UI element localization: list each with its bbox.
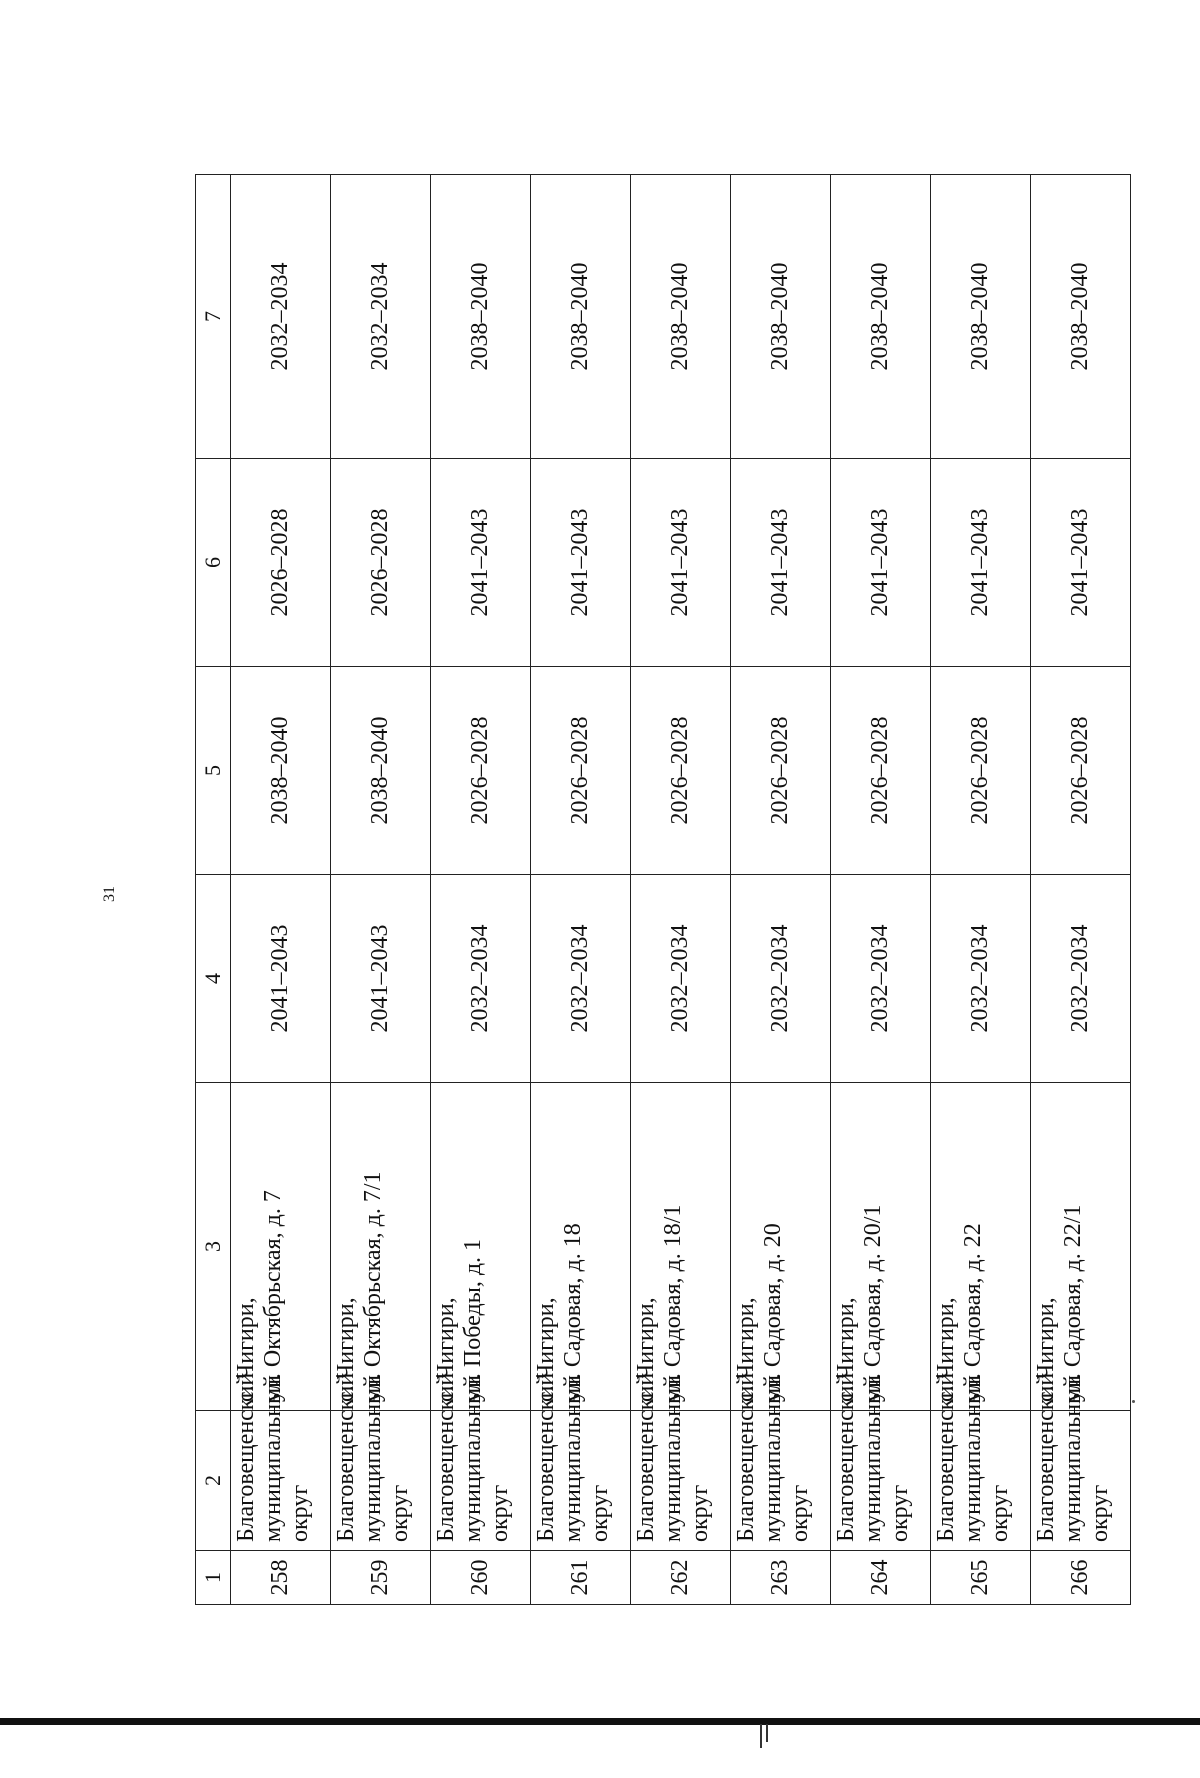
- period-cell: 2038–2040: [531, 175, 631, 459]
- table-row: [1031, 175, 1131, 1605]
- row-number-cell: 264: [831, 1551, 931, 1605]
- municipality-cell: [731, 1372, 831, 1551]
- period-cell: 2032–2034: [1031, 875, 1131, 1083]
- period-cell: 2041–2043: [331, 875, 431, 1083]
- scan-edge-bar: [0, 1718, 1200, 1725]
- column-header: 1: [196, 1551, 231, 1605]
- period-cell: 2026–2028: [731, 667, 831, 875]
- municipality-line: муниципальный: [959, 1374, 986, 1542]
- period-cell: 2032–2034: [231, 175, 331, 459]
- address-line: с. Чигири,: [333, 1297, 359, 1402]
- row-number-cell: 266: [1031, 1551, 1131, 1605]
- scan-speck: [1132, 1400, 1135, 1403]
- period-cell: 2041–2043: [1031, 459, 1131, 667]
- municipality-line: Благовещенский: [933, 1372, 959, 1542]
- scan-edge-tick: [766, 1724, 768, 1742]
- municipality-line: муниципальный: [859, 1374, 886, 1542]
- municipality-cell: [1031, 1372, 1131, 1551]
- address-cell: [531, 1083, 631, 1411]
- municipality-line: округ: [386, 1484, 413, 1542]
- municipality-line: округ: [886, 1484, 913, 1542]
- page-number: 31: [101, 886, 118, 902]
- table-row: [231, 175, 331, 1605]
- address-line: с. Чигири,: [1033, 1297, 1059, 1402]
- table-row: [331, 175, 431, 1605]
- municipality-line: Благовещенский: [1033, 1372, 1059, 1542]
- period-cell: 2032–2034: [931, 875, 1031, 1083]
- column-header: 2: [196, 1411, 231, 1551]
- table-row: [531, 175, 631, 1605]
- municipality-line: Благовещенский: [633, 1372, 659, 1542]
- period-cell: 2038–2040: [831, 175, 931, 459]
- municipality-line: муниципальный: [659, 1374, 686, 1542]
- row-number-cell: 258: [231, 1551, 331, 1605]
- column-header: 3: [196, 1083, 231, 1411]
- period-cell: 2038–2040: [931, 175, 1031, 459]
- address-cell: [631, 1083, 731, 1411]
- municipality-line: Благовещенский: [833, 1372, 859, 1542]
- address-line: с. Чигири,: [433, 1297, 459, 1402]
- row-number-cell: 263: [731, 1551, 831, 1605]
- municipality-line: округ: [586, 1484, 613, 1542]
- period-cell: 2038–2040: [431, 175, 531, 459]
- row-number-cell: 262: [631, 1551, 731, 1605]
- period-cell: 2038–2040: [231, 667, 331, 875]
- address-line: с. Чигири,: [833, 1297, 859, 1402]
- address-line: с. Чигири,: [933, 1297, 959, 1402]
- period-cell: 2038–2040: [631, 175, 731, 459]
- address-line: ул. Победы, д. 1: [459, 1238, 486, 1402]
- period-cell: 2026–2028: [431, 667, 531, 875]
- period-cell: 2038–2040: [731, 175, 831, 459]
- period-cell: 2041–2043: [431, 459, 531, 667]
- period-cell: 2032–2034: [731, 875, 831, 1083]
- table-row: [431, 175, 531, 1605]
- municipality-line: Благовещенский: [333, 1372, 359, 1542]
- address-cell: [731, 1083, 831, 1411]
- period-cell: 2026–2028: [1031, 667, 1131, 875]
- municipality-line: Благовещенский: [733, 1372, 759, 1542]
- period-cell: 2026–2028: [631, 667, 731, 875]
- schedule-table: [195, 174, 1131, 1605]
- table-row: [731, 175, 831, 1605]
- period-cell: 2041–2043: [731, 459, 831, 667]
- period-cell: 2032–2034: [831, 875, 931, 1083]
- address-line: ул. Садовая, д. 18: [559, 1223, 586, 1402]
- table-body: [231, 175, 1131, 1605]
- period-cell: 2026–2028: [831, 667, 931, 875]
- table-row: [931, 175, 1031, 1605]
- period-cell: 2026–2028: [531, 667, 631, 875]
- rotated-table-content: [195, 175, 1125, 1605]
- period-cell: 2038–2040: [1031, 175, 1131, 459]
- municipality-line: муниципальный: [759, 1374, 786, 1542]
- municipality-line: округ: [686, 1484, 713, 1542]
- municipality-cell: [931, 1372, 1031, 1551]
- municipality-cell: [431, 1372, 531, 1551]
- column-header: 4: [196, 875, 231, 1083]
- address-line: ул. Садовая, д. 20/1: [859, 1204, 886, 1402]
- municipality-cell: [831, 1372, 931, 1551]
- address-line: ул. Октябрьская, д. 7/1: [359, 1171, 386, 1402]
- address-cell: [931, 1083, 1031, 1411]
- address-line: с. Чигири,: [233, 1297, 259, 1402]
- table-row: [831, 175, 931, 1605]
- address-line: ул. Садовая, д. 22/1: [1059, 1204, 1086, 1402]
- municipality-line: округ: [986, 1484, 1013, 1542]
- scan-edge-tick: [760, 1724, 762, 1748]
- rotated-table-frame: [195, 175, 1125, 1605]
- row-number-cell: 260: [431, 1551, 531, 1605]
- period-cell: 2038–2040: [331, 667, 431, 875]
- municipality-line: округ: [286, 1484, 313, 1542]
- column-header: 7: [196, 175, 231, 459]
- period-cell: 2041–2043: [631, 459, 731, 667]
- municipality-line: муниципальный: [1059, 1374, 1086, 1542]
- municipality-line: муниципальный: [359, 1374, 386, 1542]
- period-cell: 2032–2034: [531, 875, 631, 1083]
- address-cell: [1031, 1083, 1131, 1411]
- municipality-cell: [531, 1372, 631, 1551]
- period-cell: 2041–2043: [931, 459, 1031, 667]
- address-line: с. Чигири,: [633, 1297, 659, 1402]
- address-line: с. Чигири,: [733, 1297, 759, 1402]
- municipality-line: Благовещенский: [233, 1372, 259, 1542]
- address-line: ул. Садовая, д. 20: [759, 1223, 786, 1402]
- address-cell: [831, 1083, 931, 1411]
- period-cell: 2026–2028: [231, 459, 331, 667]
- table-header-row: [196, 175, 231, 1605]
- address-cell: [231, 1083, 331, 1411]
- address-line: ул. Садовая, д. 18/1: [659, 1204, 686, 1402]
- period-cell: 2026–2028: [331, 459, 431, 667]
- table-row: [631, 175, 731, 1605]
- municipality-line: муниципальный: [459, 1374, 486, 1542]
- row-number-cell: 259: [331, 1551, 431, 1605]
- municipality-line: Благовещенский: [433, 1372, 459, 1542]
- address-line: ул. Октябрьская, д. 7: [259, 1190, 286, 1402]
- address-line: с. Чигири,: [533, 1297, 559, 1402]
- municipality-line: муниципальный: [559, 1374, 586, 1542]
- period-cell: 2026–2028: [931, 667, 1031, 875]
- period-cell: 2041–2043: [231, 875, 331, 1083]
- row-number-cell: 261: [531, 1551, 631, 1605]
- period-cell: 2041–2043: [831, 459, 931, 667]
- municipality-line: округ: [1086, 1484, 1113, 1542]
- period-cell: 2032–2034: [431, 875, 531, 1083]
- address-cell: [431, 1083, 531, 1411]
- address-line: ул. Садовая, д. 22: [959, 1223, 986, 1402]
- municipality-line: муниципальный: [259, 1374, 286, 1542]
- municipality-cell: [631, 1372, 731, 1551]
- municipality-cell: [231, 1372, 331, 1551]
- period-cell: 2032–2034: [631, 875, 731, 1083]
- address-cell: [331, 1083, 431, 1411]
- municipality-line: округ: [486, 1484, 513, 1542]
- column-header: 5: [196, 667, 231, 875]
- period-cell: 2032–2034: [331, 175, 431, 459]
- municipality-line: округ: [786, 1484, 813, 1542]
- municipality-line: Благовещенский: [533, 1372, 559, 1542]
- period-cell: 2041–2043: [531, 459, 631, 667]
- column-header: 6: [196, 459, 231, 667]
- row-number-cell: 265: [931, 1551, 1031, 1605]
- municipality-cell: [331, 1372, 431, 1551]
